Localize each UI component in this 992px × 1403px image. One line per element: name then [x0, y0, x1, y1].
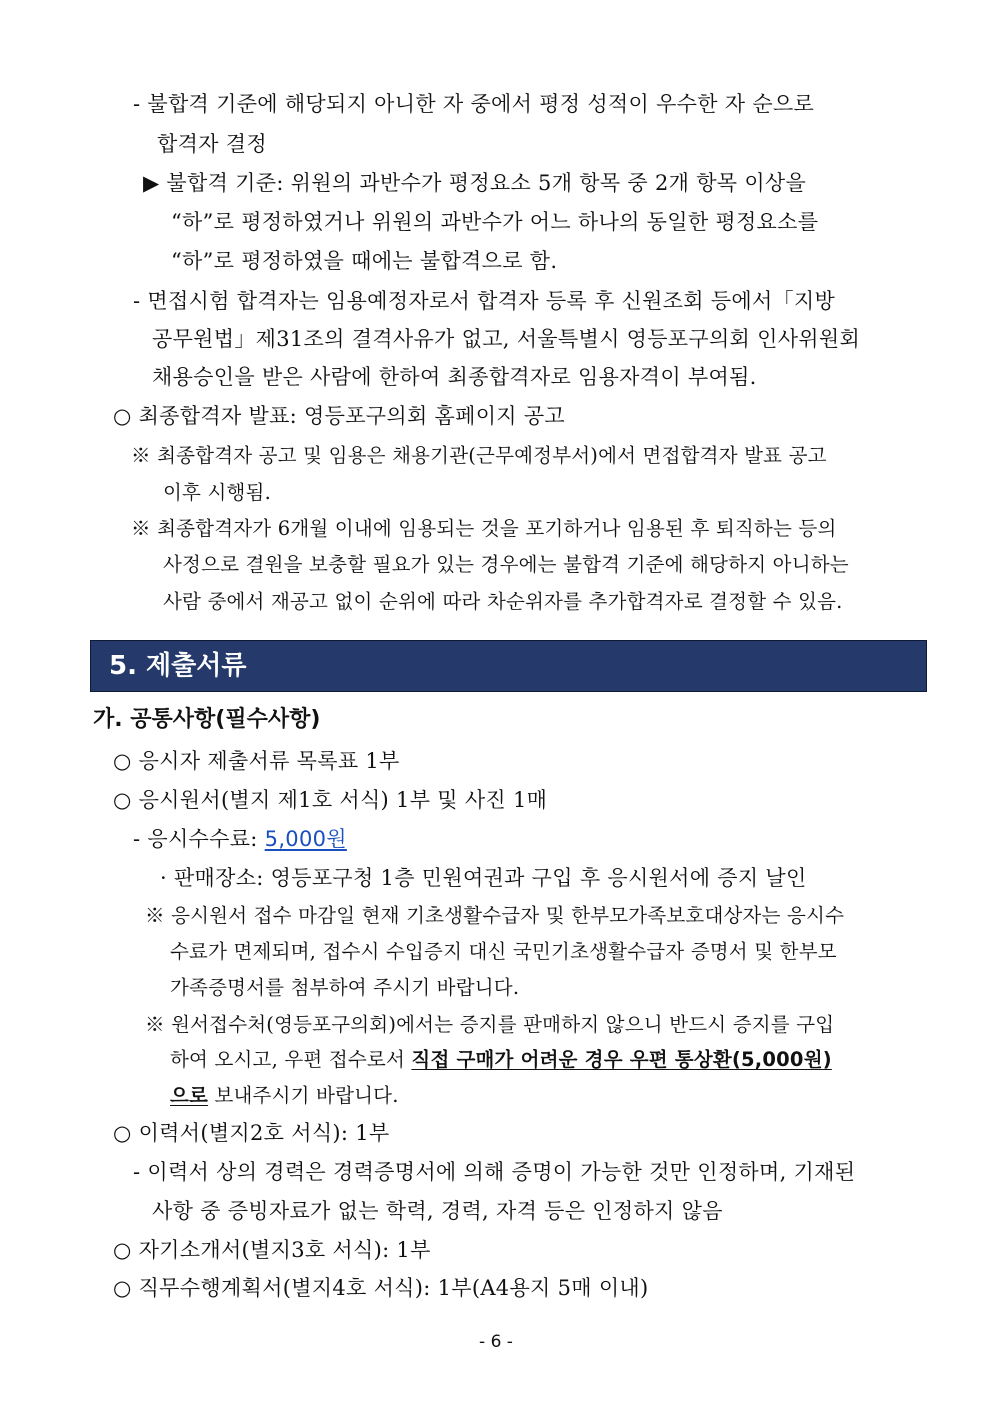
emphasis-text: 으로 [170, 1084, 209, 1107]
text-line: 공무원법」제31조의 결격사유가 없고, 서울특별시 영등포구의회 인사위원회 [152, 327, 861, 351]
subsection-title: 가. 공통사항(필수사항) [93, 707, 321, 732]
fee-amount-link[interactable]: 5,000원 [264, 827, 347, 851]
note-line: ※ 최종합격자 공고 및 임용은 채용기관(근무예정부서)에서 면접합격자 발표 공고 [131, 444, 827, 467]
list-item: ○ 직무수행계획서(별지4호 서식): 1부(A4용지 5매 이내) [113, 1276, 649, 1300]
page-number: - 6 - [479, 1332, 513, 1352]
text-line: - 불합격 기준에 해당되지 아니한 자 중에서 평정 성적이 우수한 자 순으로 [133, 92, 815, 116]
note-line: 사정으로 결원을 보충할 필요가 있는 경우에는 불합격 기준에 해당하지 아니하는 [163, 553, 849, 576]
list-item: ○ 응시원서(별지 제1호 서식) 1부 및 사진 1매 [113, 788, 548, 812]
note-line: 이후 시행됨. [163, 481, 271, 504]
text-line: ○ 최종합격자 발표: 영등포구의회 홈페이지 공고 [113, 404, 566, 428]
note-text: 하여 오시고, 우편 접수로서 [170, 1048, 412, 1071]
list-item: · 판매장소: 영등포구청 1층 민원여권과 구입 후 응시원서에 증지 날인 [160, 866, 807, 890]
text-line: “하”로 평정하였거나 위원의 과반수가 어느 하나의 동일한 평정요소를 [171, 210, 819, 234]
note-text: 보내주시기 바랍니다. [208, 1084, 399, 1107]
list-item: 사항 중 증빙자료가 없는 학력, 경력, 자격 등은 인정하지 않음 [152, 1199, 723, 1223]
note-line: ※ 응시원서 접수 마감일 현재 기초생활수급자 및 한부모가족보호대상자는 응시수 [145, 904, 845, 927]
text-line: “하”로 평정하였을 때에는 불합격으로 함. [171, 249, 558, 273]
list-item: ○ 응시자 제출서류 목록표 1부 [113, 749, 400, 773]
text-line: ▶ 불합격 기준: 위원의 과반수가 평정요소 5개 항목 중 2개 항목 이상을 [143, 171, 807, 195]
note-line: 가족증명서를 첨부하여 주시기 바랍니다. [170, 976, 520, 999]
list-item [133, 824, 347, 854]
note-line [170, 1045, 832, 1075]
text-line: - 면접시험 합격자는 임용예정자로서 합격자 등록 후 신원조회 등에서「지방 [133, 289, 836, 313]
note-line: 수료가 면제되며, 접수시 수입증지 대신 국민기초생활수급자 증명서 및 한부모 [170, 940, 837, 963]
section-header [90, 640, 927, 692]
section-title: 5. 제출서류 [109, 651, 247, 681]
list-item: - 이력서 상의 경력은 경력증명서에 의해 증명이 가능한 것만 인정하며, 기재된 [133, 1160, 856, 1184]
note-line: ※ 최종합격자가 6개월 이내에 임용되는 것을 포기하거나 임용된 후 퇴직하는 등의 [131, 517, 837, 540]
list-item: ○ 이력서(별지2호 서식): 1부 [113, 1121, 390, 1145]
note-line: ※ 원서접수처(영등포구의회)에서는 증지를 판매하지 않으니 반드시 증지를 구입 [145, 1013, 835, 1036]
list-item: ○ 자기소개서(별지3호 서식): 1부 [113, 1238, 431, 1262]
emphasis-text: 직접 구매가 어려운 경우 우편 통상환(5,000원) [411, 1048, 832, 1071]
note-line [170, 1081, 399, 1111]
text-line: 합격자 결정 [157, 132, 267, 156]
text-line: 채용승인을 받은 사람에 한하여 최종합격자로 임용자격이 부여됨. [152, 365, 757, 389]
note-line: 사람 중에서 재공고 없이 순위에 따라 차순위자를 추가합격자로 결정할 수 있음. [163, 590, 843, 613]
fee-label: - 응시수수료: [133, 827, 265, 851]
